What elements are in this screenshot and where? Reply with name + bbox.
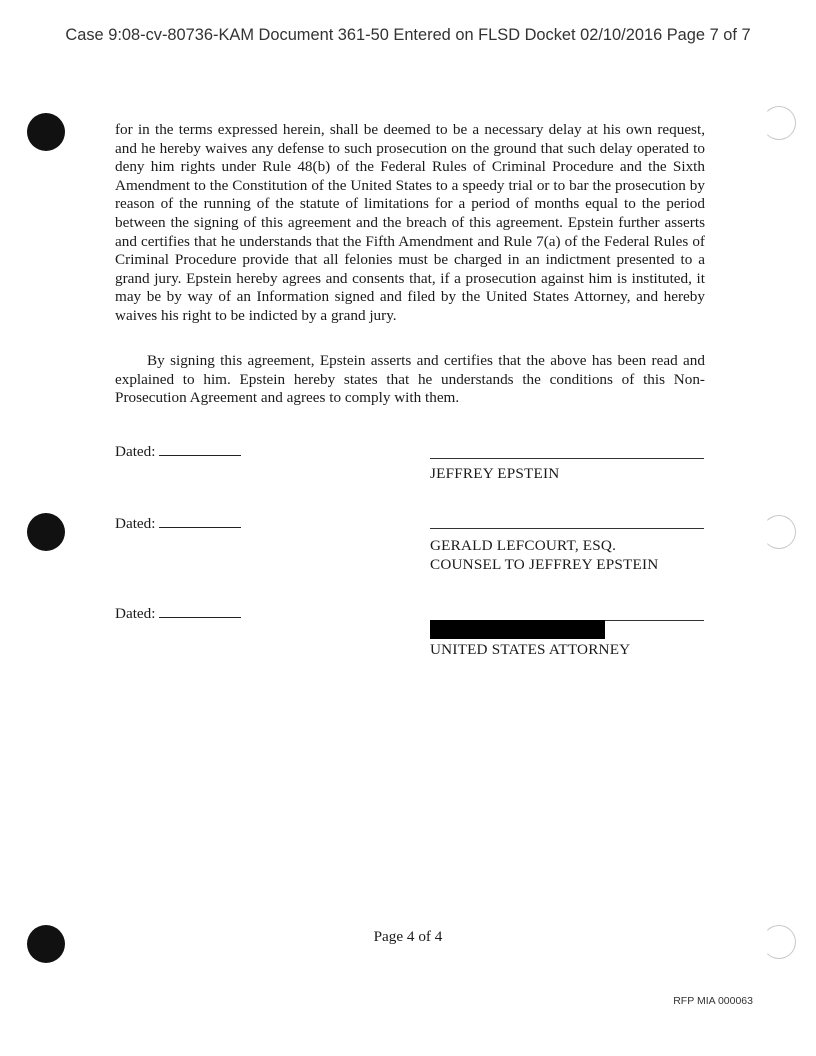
signatory-title-lefcourt: COUNSEL TO JEFFREY EPSTEIN <box>430 556 659 573</box>
signature-line-epstein <box>430 458 704 459</box>
dated-field-epstein <box>115 443 241 461</box>
hole-punch-top <box>27 113 65 151</box>
dated-field-us-attorney <box>115 605 241 623</box>
date-blank <box>159 443 241 456</box>
hole-shadow-top <box>762 106 796 140</box>
case-header: Case 9:08-cv-80736-KAM Document 361-50 Entered on FLSD Docket 02/10/2016 Page 7 of 7 <box>65 26 751 44</box>
bates-number: RFP MIA 000063 <box>673 995 753 1007</box>
agreement-paragraph-acknowledgement: By signing this agreement, Epstein asserts and certifies that the above has been read and explained to him. Epstein hereby states that he understands the conditions of this Non-Prosecution Agreement and agrees to comply with them. <box>115 352 705 407</box>
hole-punch-middle <box>27 513 65 551</box>
signatory-name-lefcourt: GERALD LEFCOURT, ESQ. <box>430 537 617 554</box>
signatory-name-epstein: JEFFREY EPSTEIN <box>430 465 560 482</box>
date-blank <box>159 605 241 618</box>
dated-label: Dated: <box>115 605 156 622</box>
dated-label: Dated: <box>115 443 156 460</box>
dated-field-lefcourt <box>115 515 241 533</box>
signature-line-lefcourt <box>430 528 704 529</box>
hole-shadow-middle <box>762 515 796 549</box>
dated-label: Dated: <box>115 515 156 532</box>
redaction-bar <box>430 620 605 639</box>
signatory-title-us-attorney: UNITED STATES ATTORNEY <box>430 641 631 658</box>
date-blank <box>159 515 241 528</box>
page-number: Page 4 of 4 <box>373 928 443 945</box>
agreement-paragraph-waiver: for in the terms expressed herein, shall be deemed to be a necessary delay at his own request, and he hereby waives any defense to such prosecution on the ground that such delay operated to deny him rights under Rule 48(b) of the Federal Rules of Criminal Procedure and the Sixth Amendment to the Constitution of the United States to a speedy trial or to bar the prosecution by reason of the running of the statute of limitations for a period of months equal to the period between the signing of this agreement and the breach of this agreement. Epstein further asserts and certifies that he understands that the Fifth Amendment and Rule 7(a) of the Federal Rules of Criminal Procedure provide that all felonies must be charged in an indictment presented to a grand jury. Epstein hereby agrees and consents that, if a prosecution against him is instituted, it may be by way of an Information signed and filed by the United States Attorney, and hereby waives his right to be indicted by a grand jury. <box>115 121 705 324</box>
